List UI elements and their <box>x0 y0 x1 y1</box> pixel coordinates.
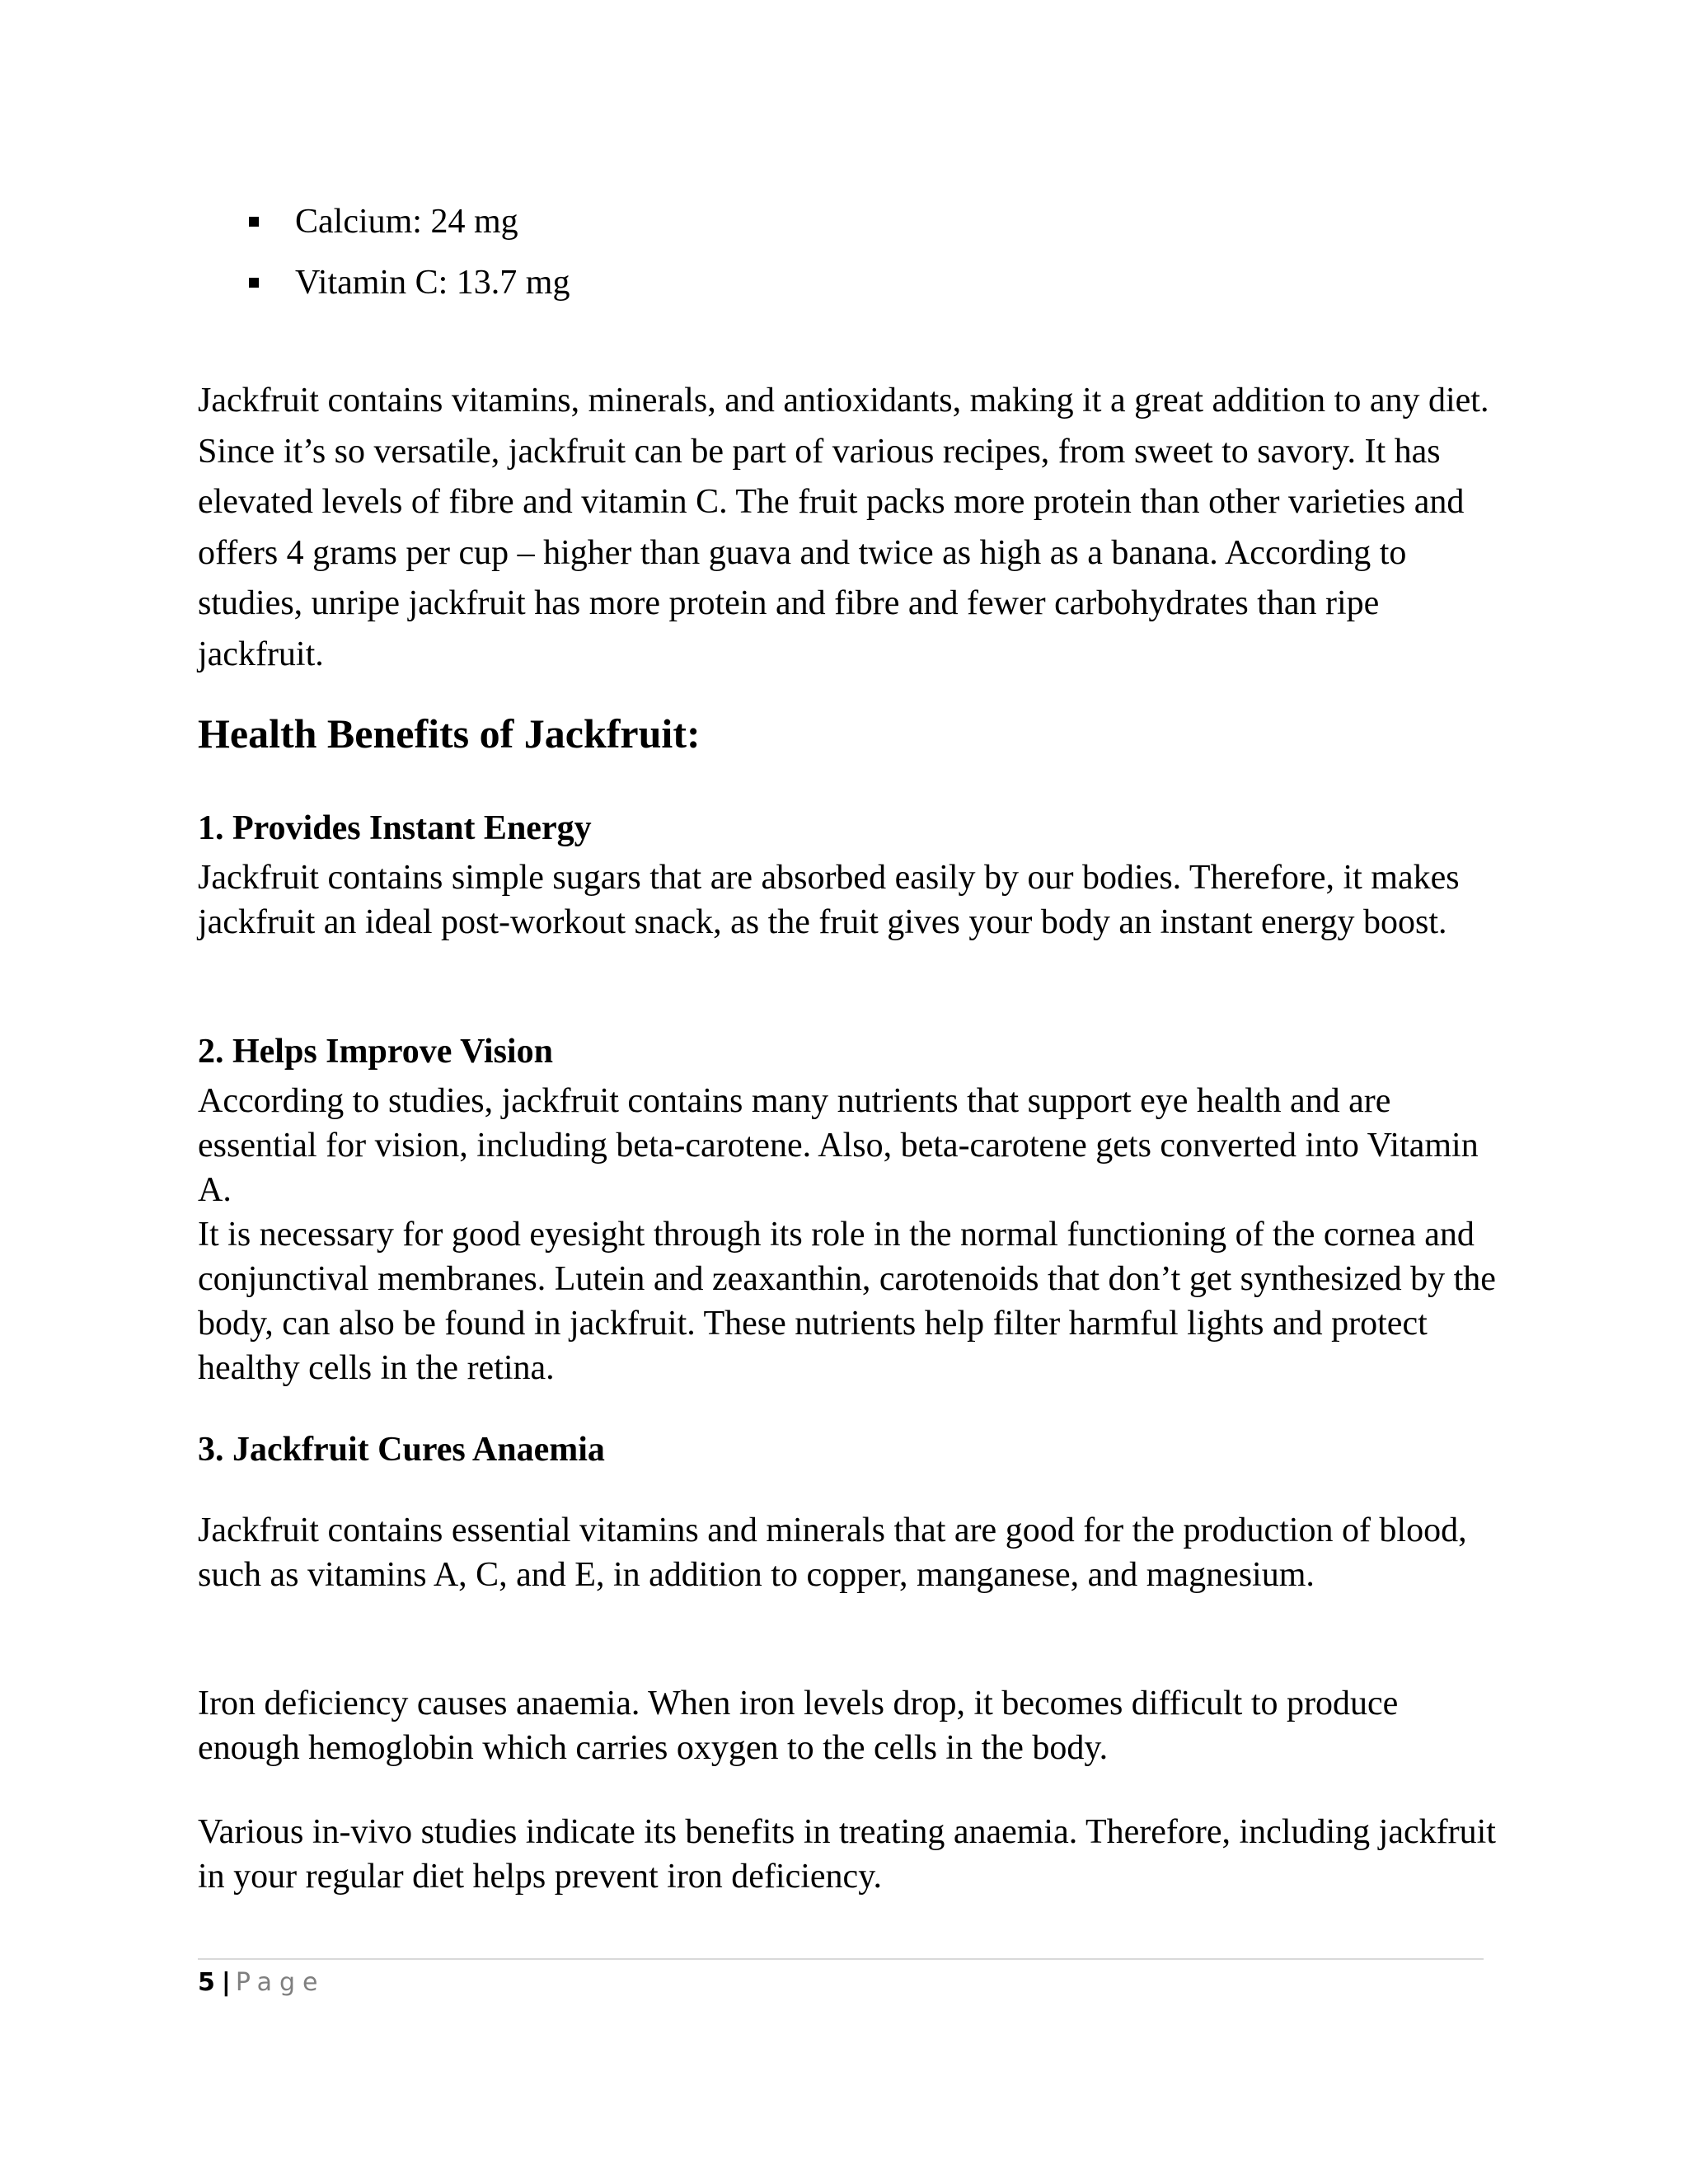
benefit-paragraph: It is necessary for good eyesight through its role in the normal functioning of the cornea and conjunctival membranes. Lutein and zeaxanthin, carotenoids that don’t get synthesized by the body, can also be found in jackfruit. These nutrients help filter harmful lights and protect healthy cells in the retina. <box>198 1216 1496 1387</box>
list-item <box>239 191 570 252</box>
page-footer <box>198 1965 325 2001</box>
benefit-paragraph: According to studies, jackfruit contains many nutrients that support eye health and are essential for vision, including beta-carotene. Also, beta-carotene gets converted into Vitamin A. <box>198 1082 1479 1209</box>
bullet-text: Vitamin C: 13.7 mg <box>295 264 570 302</box>
benefit-heading-anaemia: 3. Jackfruit Cures Anaemia <box>198 1431 605 1469</box>
page-label: Page <box>235 1968 326 1997</box>
square-bullet-icon <box>249 278 259 288</box>
benefit-heading-energy: 1. Provides Instant Energy <box>198 809 592 847</box>
benefit-heading-vision: 2. Helps Improve Vision <box>198 1033 553 1071</box>
intro-paragraph: Jackfruit contains vitamins, minerals, and antioxidants, making it a great addition to any diet. Since it’s so versatile, jackfruit can be part of various recipes, from sweet to savory. It has elevated levels of fibre and vitamin C. The fruit packs more protein than other varieties and offers 4 grams per cup – higher than guava and twice as high as a banana. According to studies, unripe jackfruit has more protein and fibre and fewer carbohydrates than ripe jackfruit. <box>198 382 1489 673</box>
benefit-paragraph: Jackfruit contains simple sugars that are absorbed easily by our bodies. Therefore, it makes jackfruit an ideal post-workout snack, as the fruit gives your body an instant energy boost. <box>198 859 1460 941</box>
benefit-paragraph: Jackfruit contains essential vitamins and minerals that are good for the production of blood, such as vitamins A, C, and E, in addition to copper, manganese, and magnesium. <box>198 1511 1467 1594</box>
nutrient-bullet-list <box>239 191 570 313</box>
list-item <box>239 252 570 313</box>
bullet-text: Calcium: 24 mg <box>295 203 518 241</box>
square-bullet-icon <box>249 217 259 227</box>
page-number: 5 <box>198 1968 215 1997</box>
footer-separator: | <box>221 1968 231 1997</box>
section-heading: Health Benefits of Jackfruit: <box>198 710 701 757</box>
footer-divider <box>198 1958 1484 1960</box>
benefit-paragraph: Iron deficiency causes anaemia. When iron levels drop, it becomes difficult to produce enough hemoglobin which carries oxygen to the cells in the body. <box>198 1685 1399 1767</box>
benefit-paragraph: Various in-vivo studies indicate its benefits in treating anaemia. Therefore, including jackfruit in your regular diet helps prevent iron deficiency. <box>198 1813 1496 1896</box>
